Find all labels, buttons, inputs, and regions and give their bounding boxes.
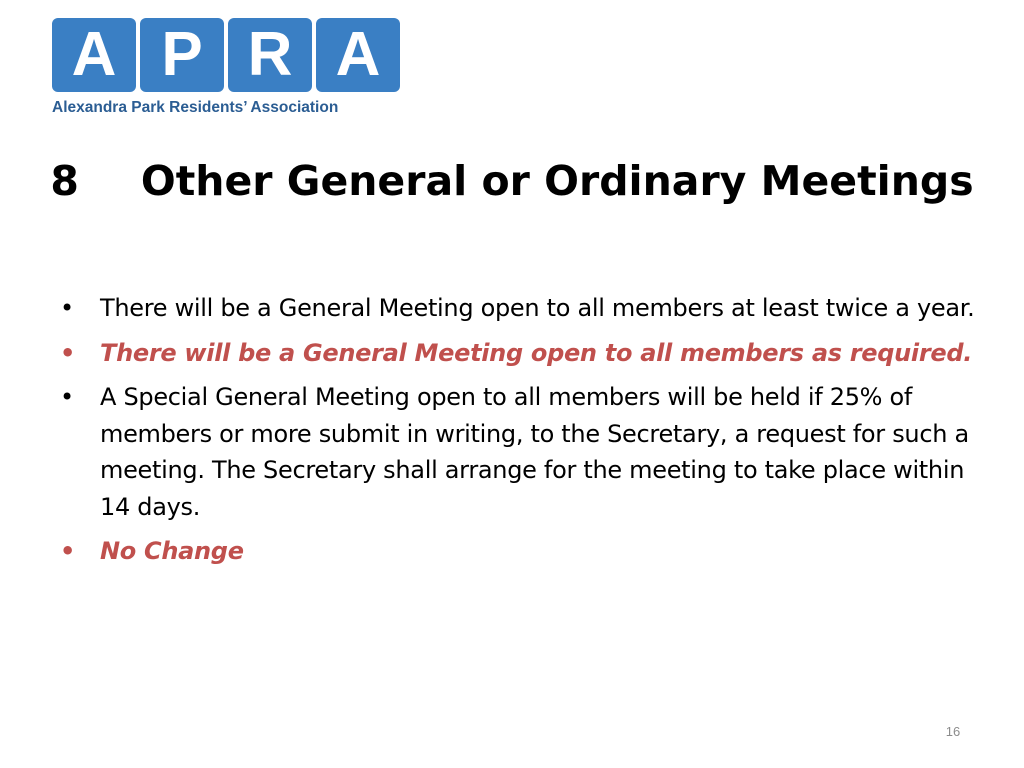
logo-tile-p: P	[140, 18, 224, 92]
bullet-list	[60, 290, 980, 578]
bullet-dot: •	[60, 383, 74, 411]
logo-tile-a: A	[52, 18, 136, 92]
bullet-text: There will be a General Meeting open to all members at least twice a year.	[100, 294, 975, 322]
section-title: Other General or Ordinary Meetings	[140, 157, 974, 205]
logo-tile-r: R	[228, 18, 312, 92]
logo-letter-tiles	[52, 18, 400, 92]
logo-tagline: Alexandra Park Residents’ Association	[52, 99, 339, 116]
bullet-item	[60, 379, 980, 525]
section-number: 8	[50, 157, 79, 205]
bullet-dot: •	[60, 537, 76, 565]
apra-logo	[52, 18, 402, 122]
bullet-dot: •	[60, 294, 74, 322]
bullet-dot: •	[60, 338, 76, 367]
bullet-item	[60, 290, 980, 327]
slide-title	[40, 152, 984, 210]
page-number: 16	[945, 724, 961, 739]
bullet-item	[60, 533, 980, 570]
bullet-text: A Special General Meeting open to all members will be held if 25% of members or more submit in writing, to the Secretary, a request for such a meeting. The Secretary shall arrange for the meeting to take place within 14 days.	[100, 383, 969, 521]
logo-tile-a-second: A	[316, 18, 400, 92]
bullet-text: There will be a General Meeting open to all members as required.	[100, 338, 973, 367]
bullet-text: No Change	[100, 537, 244, 565]
bullet-item	[60, 335, 980, 372]
